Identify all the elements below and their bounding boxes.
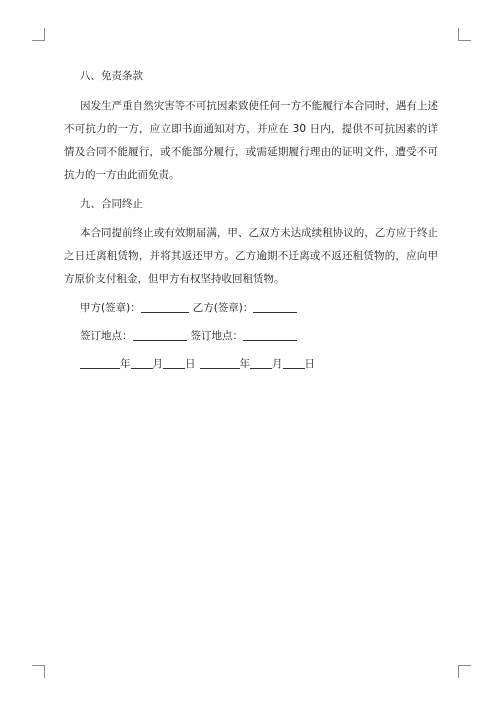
date-a-day-blank: [163, 356, 185, 369]
date-a-month-blank: [131, 356, 153, 369]
place-b-label: 签订地点：: [190, 330, 243, 342]
section-9-paragraph: 本合同提前终止或有效期届满，甲、乙双方未达成续租协议的，乙方应于终止之日迁离租赁物，并将其返还甲方。乙方逾期不迁离或不返还租赁物的，应向甲方原价支付租金，但甲方有权坚持收回租赁物。: [64, 227, 438, 285]
date-b-month-label: 月: [272, 358, 283, 370]
place-b-blank: [243, 328, 297, 341]
crop-mark-top-right: [458, 28, 471, 41]
section-8-heading: 八、免责条款: [80, 70, 143, 82]
place-a-label: 签订地点：: [80, 330, 133, 342]
date-b-day-blank: [283, 356, 305, 369]
party-a-signature-blank: [141, 300, 189, 313]
place-a-blank: [133, 328, 187, 341]
date-b-month-blank: [250, 356, 272, 369]
crop-mark-bottom-right: [458, 665, 471, 678]
signature-line-places: [64, 326, 438, 346]
date-b-day-label: 日: [304, 358, 315, 370]
section-9-heading: 九、合同终止: [80, 198, 143, 210]
date-a-month-label: 月: [152, 358, 163, 370]
date-a-day-label: 日: [185, 358, 196, 370]
date-a-year-label: 年: [120, 358, 131, 370]
date-b-year-label: 年: [239, 358, 250, 370]
crop-mark-top-left: [32, 28, 45, 41]
signature-line-parties: [64, 298, 438, 318]
crop-mark-bottom-left: [32, 665, 45, 678]
document-body: [64, 66, 438, 374]
section-8-paragraph: 因发生严重自然灾害等不可抗因素致使任何一方不能履行本合同时，遇有上述不可抗力的一方，应立即书面通知对方，并应在 30 日内，提供不可抗因素的详情及合同不能履行，或不能部分履行，或需延期履行理由的证明文件，遭受不可抗力的一方由此而免责。: [64, 100, 438, 181]
date-a-year-blank: [80, 356, 120, 369]
party-b-label: 乙方(签章)：: [192, 302, 254, 314]
party-b-signature-blank: [253, 300, 297, 313]
date-b-year-blank: [200, 356, 240, 369]
party-a-label: 甲方(签章)：: [80, 302, 141, 314]
signature-line-dates: [64, 354, 438, 374]
